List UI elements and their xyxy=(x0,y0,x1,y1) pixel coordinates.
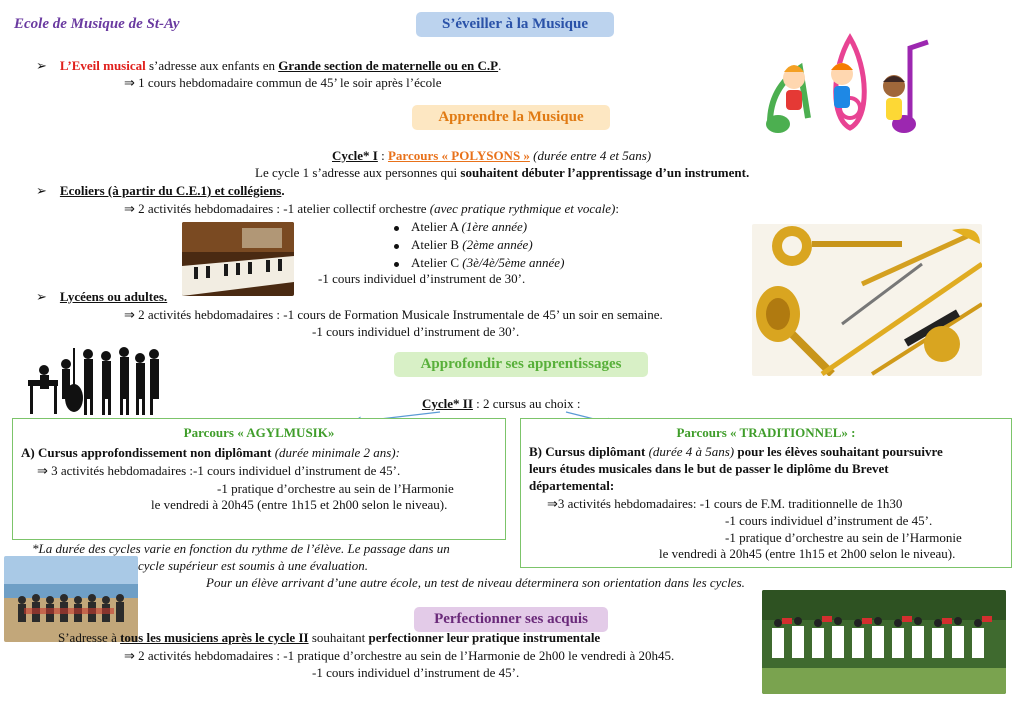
note-line-3: Pour un élève arrivant d’une autre école, un test de niveau déterminera son orientation dans les cycles. xyxy=(206,575,745,590)
traditionnel-cursus-title: B) Cursus diplômant xyxy=(529,444,649,459)
agylmusik-title: Parcours « AGYLMUSIK» xyxy=(183,425,335,440)
lyceens-cours-individuel: -1 cours individuel d’instrument de 30’. xyxy=(312,324,520,339)
cycle2-label: Cycle* II xyxy=(422,396,473,411)
perf-start: S’adresse à xyxy=(58,630,121,645)
list-arrow-icon: ➢ xyxy=(36,289,47,304)
cycle1-label: Cycle* I xyxy=(332,148,378,163)
cycle1-intro-text: Le cycle 1 s’adresse aux personnes qui xyxy=(255,165,461,180)
perf-line-1 xyxy=(58,630,600,646)
agylmusik-cursus xyxy=(21,445,400,461)
ecoliers-cours-individuel: -1 cours individuel d’instrument de 30’. xyxy=(318,271,526,286)
atelier-a xyxy=(394,219,527,235)
traditionnel-cursus-3: départemental: xyxy=(529,478,615,493)
cycle1-header xyxy=(332,148,651,164)
eveil-line-1 xyxy=(36,58,501,74)
perf-line-3: -1 cours individuel d’instrument de 45’. xyxy=(312,665,520,680)
eveil-name: L’Eveil musical xyxy=(59,58,146,73)
harmonie-orchestra-photo xyxy=(762,590,1006,694)
section-apprendre-title: Apprendre la Musique xyxy=(412,105,610,130)
traditionnel-line-3: -1 pratique d’orchestre au sein de l’Harmonie xyxy=(725,530,962,545)
agylmusik-line-2: -1 pratique d’orchestre au sein de l’Harmonie xyxy=(217,481,454,496)
eveil-end: . xyxy=(498,58,502,73)
traditionnel-line-4: le vendredi à 20h45 (entre 1h15 et 2h00 selon le niveau). xyxy=(659,546,956,561)
note-line-1: *La durée des cycles varie en fonction du rythme de l’élève. Le passage dans un xyxy=(32,541,450,556)
traditionnel-cursus xyxy=(529,444,943,460)
ecoliers-end: . xyxy=(281,183,285,198)
traditionnel-line-2: -1 cours individuel d’instrument de 45’. xyxy=(725,513,933,528)
traditionnel-box xyxy=(520,418,1012,568)
note-line-2: cycle supérieur est soumis à une évaluation. xyxy=(138,558,368,573)
cycle1-sep: : xyxy=(377,148,388,163)
traditionnel-cursus-rest: pour les élèves souhaitant poursuivre xyxy=(734,444,943,459)
cycle1-intro-bold: souhaitent débuter l’apprentissage d’un instrument. xyxy=(460,165,750,180)
atelier-c-label: Atelier C xyxy=(411,255,463,270)
ecoliers-heading xyxy=(36,183,285,199)
agylmusik-box xyxy=(12,418,506,540)
atelier-a-label: Atelier A xyxy=(411,219,462,234)
cycle1-parcours: Parcours « POLYSONS » xyxy=(387,148,530,163)
section-eveil-title: S’éveiller à la Musique xyxy=(416,12,614,37)
atelier-a-year: (1ère année) xyxy=(461,219,528,234)
perf-goal: perfectionner leur pratique instrumentale xyxy=(368,630,601,645)
lyceens-activities: ⇒ 2 activités hebdomadaires : -1 cours de Formation Musicale Instrumentale de 45’ un soir en semaine. xyxy=(124,307,663,322)
traditionnel-duration: (durée 4 à 5ans) xyxy=(648,444,735,459)
ecoliers-act-text: ⇒ 2 activités hebdomadaires : -1 atelier collectif orchestre xyxy=(124,201,430,216)
cycle2-header xyxy=(422,396,581,412)
lyceens-label: Lycéens ou adultes. xyxy=(59,289,168,304)
piano-photo xyxy=(182,222,294,296)
eveil-text: s’adresse aux enfants en xyxy=(145,58,279,73)
atelier-b-label: Atelier B xyxy=(411,237,463,252)
atelier-b xyxy=(394,237,533,253)
agylmusik-line-3: le vendredi à 20h45 (entre 1h15 et 2h00 selon le niveau). xyxy=(151,497,448,512)
agylmusik-duration: (durée minimale 2 ans): xyxy=(274,445,400,460)
traditionnel-title: Parcours « TRADITIONNEL» : xyxy=(676,425,856,440)
cycle1-duration: (durée entre 4 et 5ans) xyxy=(529,148,652,163)
perf-mid: souhaitant xyxy=(308,630,369,645)
atelier-c xyxy=(394,255,564,271)
traditionnel-cursus-2: leurs études musicales dans le but de passer le diplôme du Brevet xyxy=(529,461,889,476)
bullet-icon xyxy=(394,262,399,267)
agylmusik-line-1: ⇒ 3 activités hebdomadaires :-1 cours individuel d’instrument de 45’. xyxy=(37,463,401,478)
list-arrow-icon: ➢ xyxy=(36,58,47,73)
atelier-b-year: (2ème année) xyxy=(462,237,533,252)
cycle1-intro xyxy=(255,165,749,181)
cycle2-text: : 2 cursus au choix : xyxy=(472,396,581,411)
bullet-icon xyxy=(394,226,399,231)
list-arrow-icon: ➢ xyxy=(36,183,47,198)
ecoliers-label: Ecoliers (à partir du C.E.1) et collégiens xyxy=(59,183,282,198)
section-approfondir-title: Approfondir ses apprentissages xyxy=(394,352,648,377)
orchestra-silhouette-illustration xyxy=(26,340,160,416)
school-name: Ecole de Musique de St-Ay xyxy=(14,16,180,32)
eveil-target: Grande section de maternelle ou en C.P xyxy=(278,58,499,73)
bullet-icon xyxy=(394,244,399,249)
brass-instruments-photo xyxy=(752,224,982,376)
atelier-c-year: (3è/4è/5ème année) xyxy=(462,255,565,270)
ecoliers-activities xyxy=(124,201,619,217)
traditionnel-line-1: ⇒3 activités hebdomadaires: -1 cours de F.M. traditionnelle de 1h30 xyxy=(547,496,903,511)
ecoliers-act-italic: (avec pratique rythmique et vocale) xyxy=(429,201,616,216)
children-music-illustration xyxy=(760,28,936,140)
lyceens-heading xyxy=(36,289,167,305)
perf-target: tous les musiciens après le cycle II xyxy=(120,630,309,645)
agylmusik-cursus-title: A) Cursus approfondissement non diplômant xyxy=(21,445,275,460)
perf-line-2: ⇒ 2 activités hebdomadaires : -1 pratique d’orchestre au sein de l’Harmonie de 2h00 le vendredi à 20h45. xyxy=(124,648,675,663)
eveil-line-2: ⇒ 1 cours hebdomadaire commun de 45’ le soir après l’école xyxy=(124,75,442,90)
section-perfectionner-title: Perfectionner ses acquis xyxy=(414,607,608,632)
ecoliers-act-end: : xyxy=(615,201,619,216)
